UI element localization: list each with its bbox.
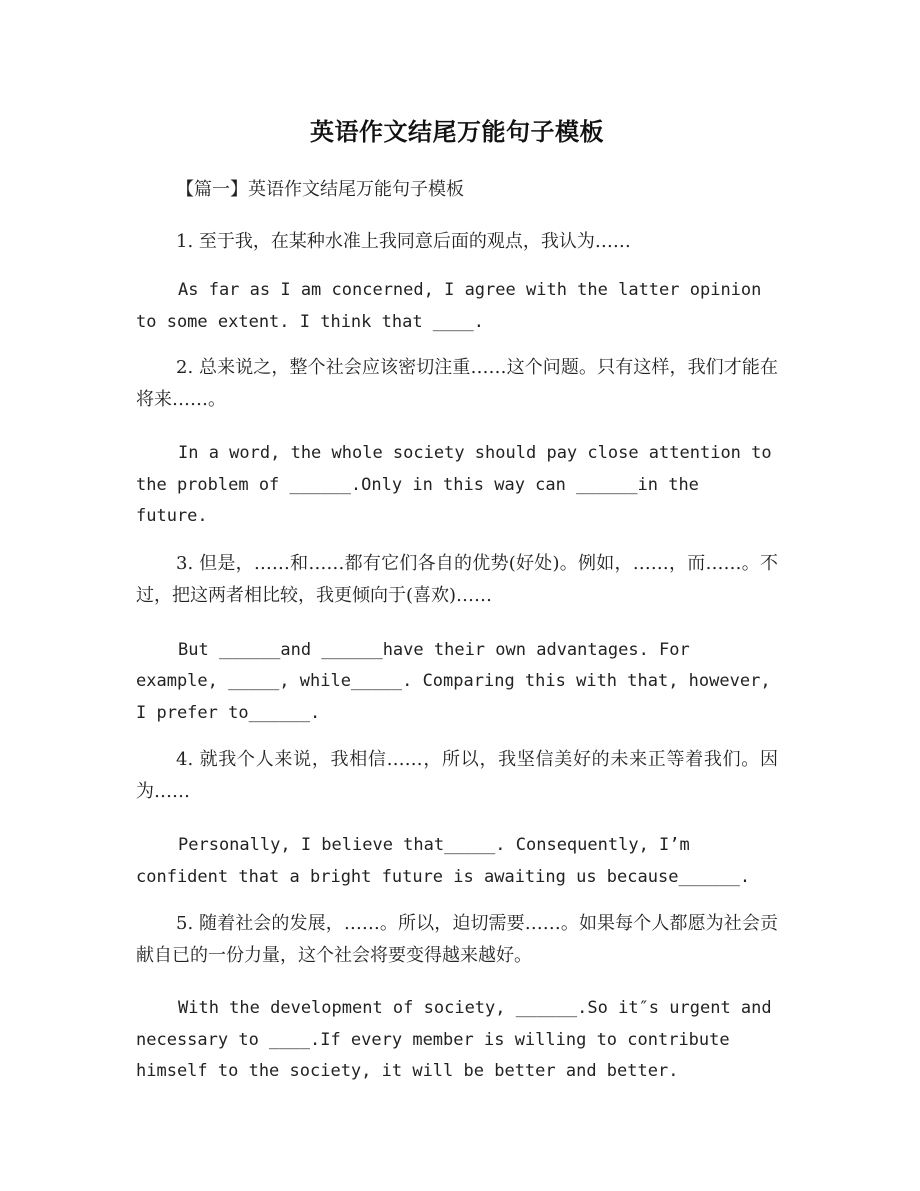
chinese-template-3: 3. 但是，……和……都有它们各自的优势(好处)。例如，……，而……。不过，把这两者相比较，我更倾向于(喜欢)…… [136,552,778,606]
chinese-template-5: 5. 随着社会的发展，……。所以，迫切需要……。如果每个人都愿为社会贡献自已的一份力量，这个社会将要变得越来越好。 [136,913,778,966]
english-template-1: As far as I am concerned, I agree with the latter opinion to some extent. I think that ____. [136,280,762,332]
english-template-2: In a word, the whole society should pay close attention to the problem of ______.Only in this way can ______in the future. [136,443,772,526]
document-content [136,112,778,1088]
chinese-template-2: 2. 总来说之，整个社会应该密切注重……这个问题。只有这样，我们才能在将来……。 [136,357,778,410]
document-title: 英语作文结尾万能句子模板 [310,118,604,146]
english-template-5: With the development of society, ______.So it″s urgent and necessary to ____.If every member is willing to contribute himself to the society, it will be better and better. [136,998,772,1081]
english-template-4: Personally, I believe that_____. Consequently, I’m confident that a bright future is awaiting us because______. [136,835,751,887]
english-template-3: But ______and ______have their own advantages. For example, _____, while_____. Comparing this with that, however, I prefer to______. [136,639,771,723]
section-heading: 【篇一】英语作文结尾万能句子模板 [176,179,464,200]
chinese-template-4: 4. 就我个人来说，我相信……，所以，我坚信美好的未来正等着我们。因为…… [136,749,778,802]
chinese-template-1: 1. 至于我，在某种水准上我同意后面的观点，我认为…… [176,231,631,252]
